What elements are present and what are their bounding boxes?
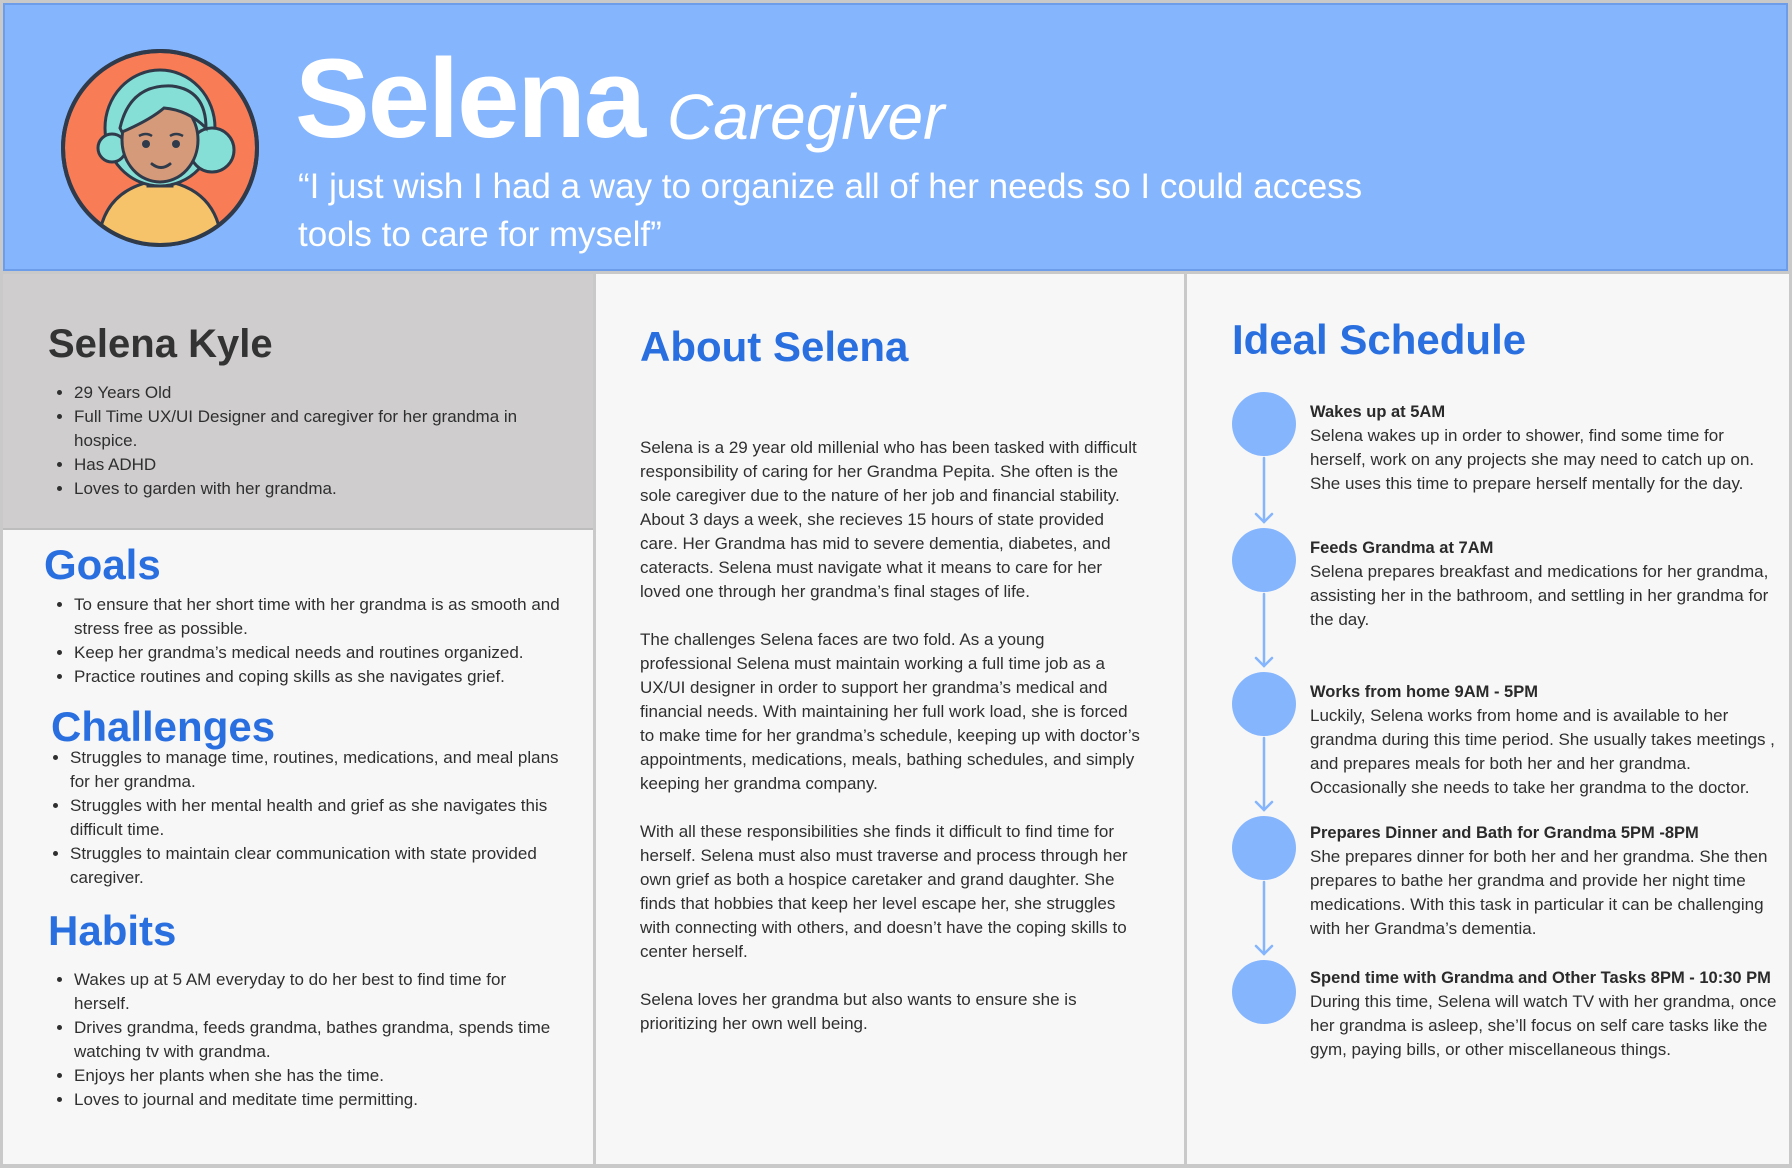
- schedule-heading: Ideal Schedule: [1232, 316, 1527, 363]
- goals-challenges-habits-panel: [3, 528, 593, 1164]
- list-item: • Wakes up at 5 AM everyday to do her best to find time for herself.: [74, 968, 554, 1016]
- about-paragraph: Selena is a 29 year old millenial who has been tasked with difficult responsibility of caring for her Grandma Pepita. She often is the sole caregiver due to the nature of her job and financial stability. About 3 days a week, she recieves 15 hours of state provided care. Her Grandma has mid to severe dementia, diabetes, and cateracts. Selena must navigate what it means to care for her loved one through her grandma’s final stages of life.: [640, 438, 1137, 601]
- profile-panel: [3, 274, 593, 528]
- habits-heading: Habits: [48, 907, 177, 954]
- step-description: Selena prepares breakfast and medications for her grandma, assisting her in the bathroom, and settling in her grandma for the day.: [1310, 562, 1769, 629]
- persona-role: Caregiver: [667, 81, 945, 153]
- list-item: • Drives grandma, feeds grandma, bathes grandma, spends time watching tv with grandma.: [74, 1016, 554, 1064]
- challenges-list: [46, 746, 570, 890]
- goals-heading: Goals: [44, 541, 161, 588]
- schedule-panel: [1187, 274, 1789, 1164]
- timeline-dot: [1232, 960, 1296, 1024]
- about-paragraph: Selena loves her grandma but also wants to ensure she is prioritizing her own well being.: [640, 990, 1077, 1033]
- list-item: • Full Time UX/UI Designer and caregiver for her grandma in hospice.: [74, 405, 544, 453]
- timeline-dot: [1232, 528, 1296, 592]
- timeline-dot: [1232, 672, 1296, 736]
- list-item: • To ensure that her short time with her grandma is as smooth and stress free as possible.: [74, 593, 574, 641]
- step-description: She prepares dinner for both her and her grandma. She then prepares to bathe her grandma and provide her night time medications. With this task in particular it can be challenging with her Grandma’s dementia.: [1310, 847, 1768, 938]
- habits-list: [50, 968, 554, 1112]
- list-item: • Loves to journal and meditate time permitting.: [74, 1088, 554, 1112]
- timeline-dot: [1232, 816, 1296, 880]
- step-description: Selena wakes up in order to shower, find some time for herself, work on any projects she may need to catch up on. She uses this time to prepare herself mentally for the day.: [1310, 426, 1755, 493]
- list-item: • Struggles to maintain clear communication with state provided caregiver.: [70, 842, 570, 890]
- list-item: • Struggles to manage time, routines, medications, and meal plans for her grandma.: [70, 746, 570, 794]
- persona-header: [3, 3, 1788, 271]
- list-item: • Enjoys her plants when she has the time.: [74, 1064, 554, 1088]
- profile-facts: [50, 381, 544, 501]
- schedule-timeline: [1232, 392, 1296, 1032]
- schedule-step: [1310, 821, 1782, 941]
- list-item: • Keep her grandma’s medical needs and routines organized.: [74, 641, 574, 665]
- about-panel: [596, 274, 1184, 1164]
- about-text: [640, 436, 1140, 1060]
- persona-quote: “I just wish I had a way to organize all of her needs so I could access tools to care for myself”: [298, 167, 1363, 254]
- step-title: Feeds Grandma at 7AM: [1310, 539, 1494, 557]
- about-paragraph: The challenges Selena faces are two fold. As a young professional Selena must maintain working a full time job as a UX/UI designer in order to support her grandma’s medical and financial needs. With maintaining her full work load, she is forced to make time for her grandma’s schedule, keeping up with doctor’s appointments, medications, meals, bathing schedules, and simply keeping her grandma company.: [640, 630, 1140, 793]
- step-title: Works from home 9AM - 5PM: [1310, 683, 1538, 701]
- about-paragraph: With all these responsibilities she finds it difficult to find time for herself. Selena must also must traverse and process through her own grief as both a hospice caretaker and grand daughter. She finds that hobbies that keep her level escape her, she struggles with connecting with others, and doesn’t have the coping skills to center herself.: [640, 822, 1128, 961]
- step-description: During this time, Selena will watch TV with her grandma, once her grandma is asleep, she’ll focus on self care tasks like the gym, paying bills, or other miscellaneous things.: [1310, 992, 1777, 1059]
- list-item: • Practice routines and coping skills as she navigates grief.: [74, 665, 574, 689]
- step-title: Spend time with Grandma and Other Tasks 8PM - 10:30 PM: [1310, 969, 1771, 987]
- list-item: • Loves to garden with her grandma.: [74, 477, 544, 501]
- list-item: • 29 Years Old: [74, 381, 544, 405]
- avatar: [60, 48, 260, 248]
- schedule-step: [1310, 680, 1782, 800]
- schedule-step: [1310, 400, 1782, 496]
- step-description: Luckily, Selena works from home and is available to her grandma during this time period. She usually takes meetings , and prepares meals for both her and her grandma. Occasionally she needs to take her grandma to the doctor.: [1310, 706, 1775, 797]
- schedule-step: [1310, 966, 1782, 1062]
- timeline-dot: [1232, 392, 1296, 456]
- list-item: • Has ADHD: [74, 453, 544, 477]
- profile-name: Selena Kyle: [48, 322, 273, 366]
- list-item: • Struggles with her mental health and grief as she navigates this difficult time.: [70, 794, 570, 842]
- goals-list: [50, 593, 574, 689]
- schedule-step: [1310, 536, 1782, 632]
- step-title: Wakes up at 5AM: [1310, 403, 1446, 421]
- step-title: Prepares Dinner and Bath for Grandma 5PM -8PM: [1310, 824, 1699, 842]
- persona-name: Selena: [295, 36, 645, 161]
- challenges-heading: Challenges: [51, 703, 276, 750]
- about-heading: About Selena: [640, 323, 909, 370]
